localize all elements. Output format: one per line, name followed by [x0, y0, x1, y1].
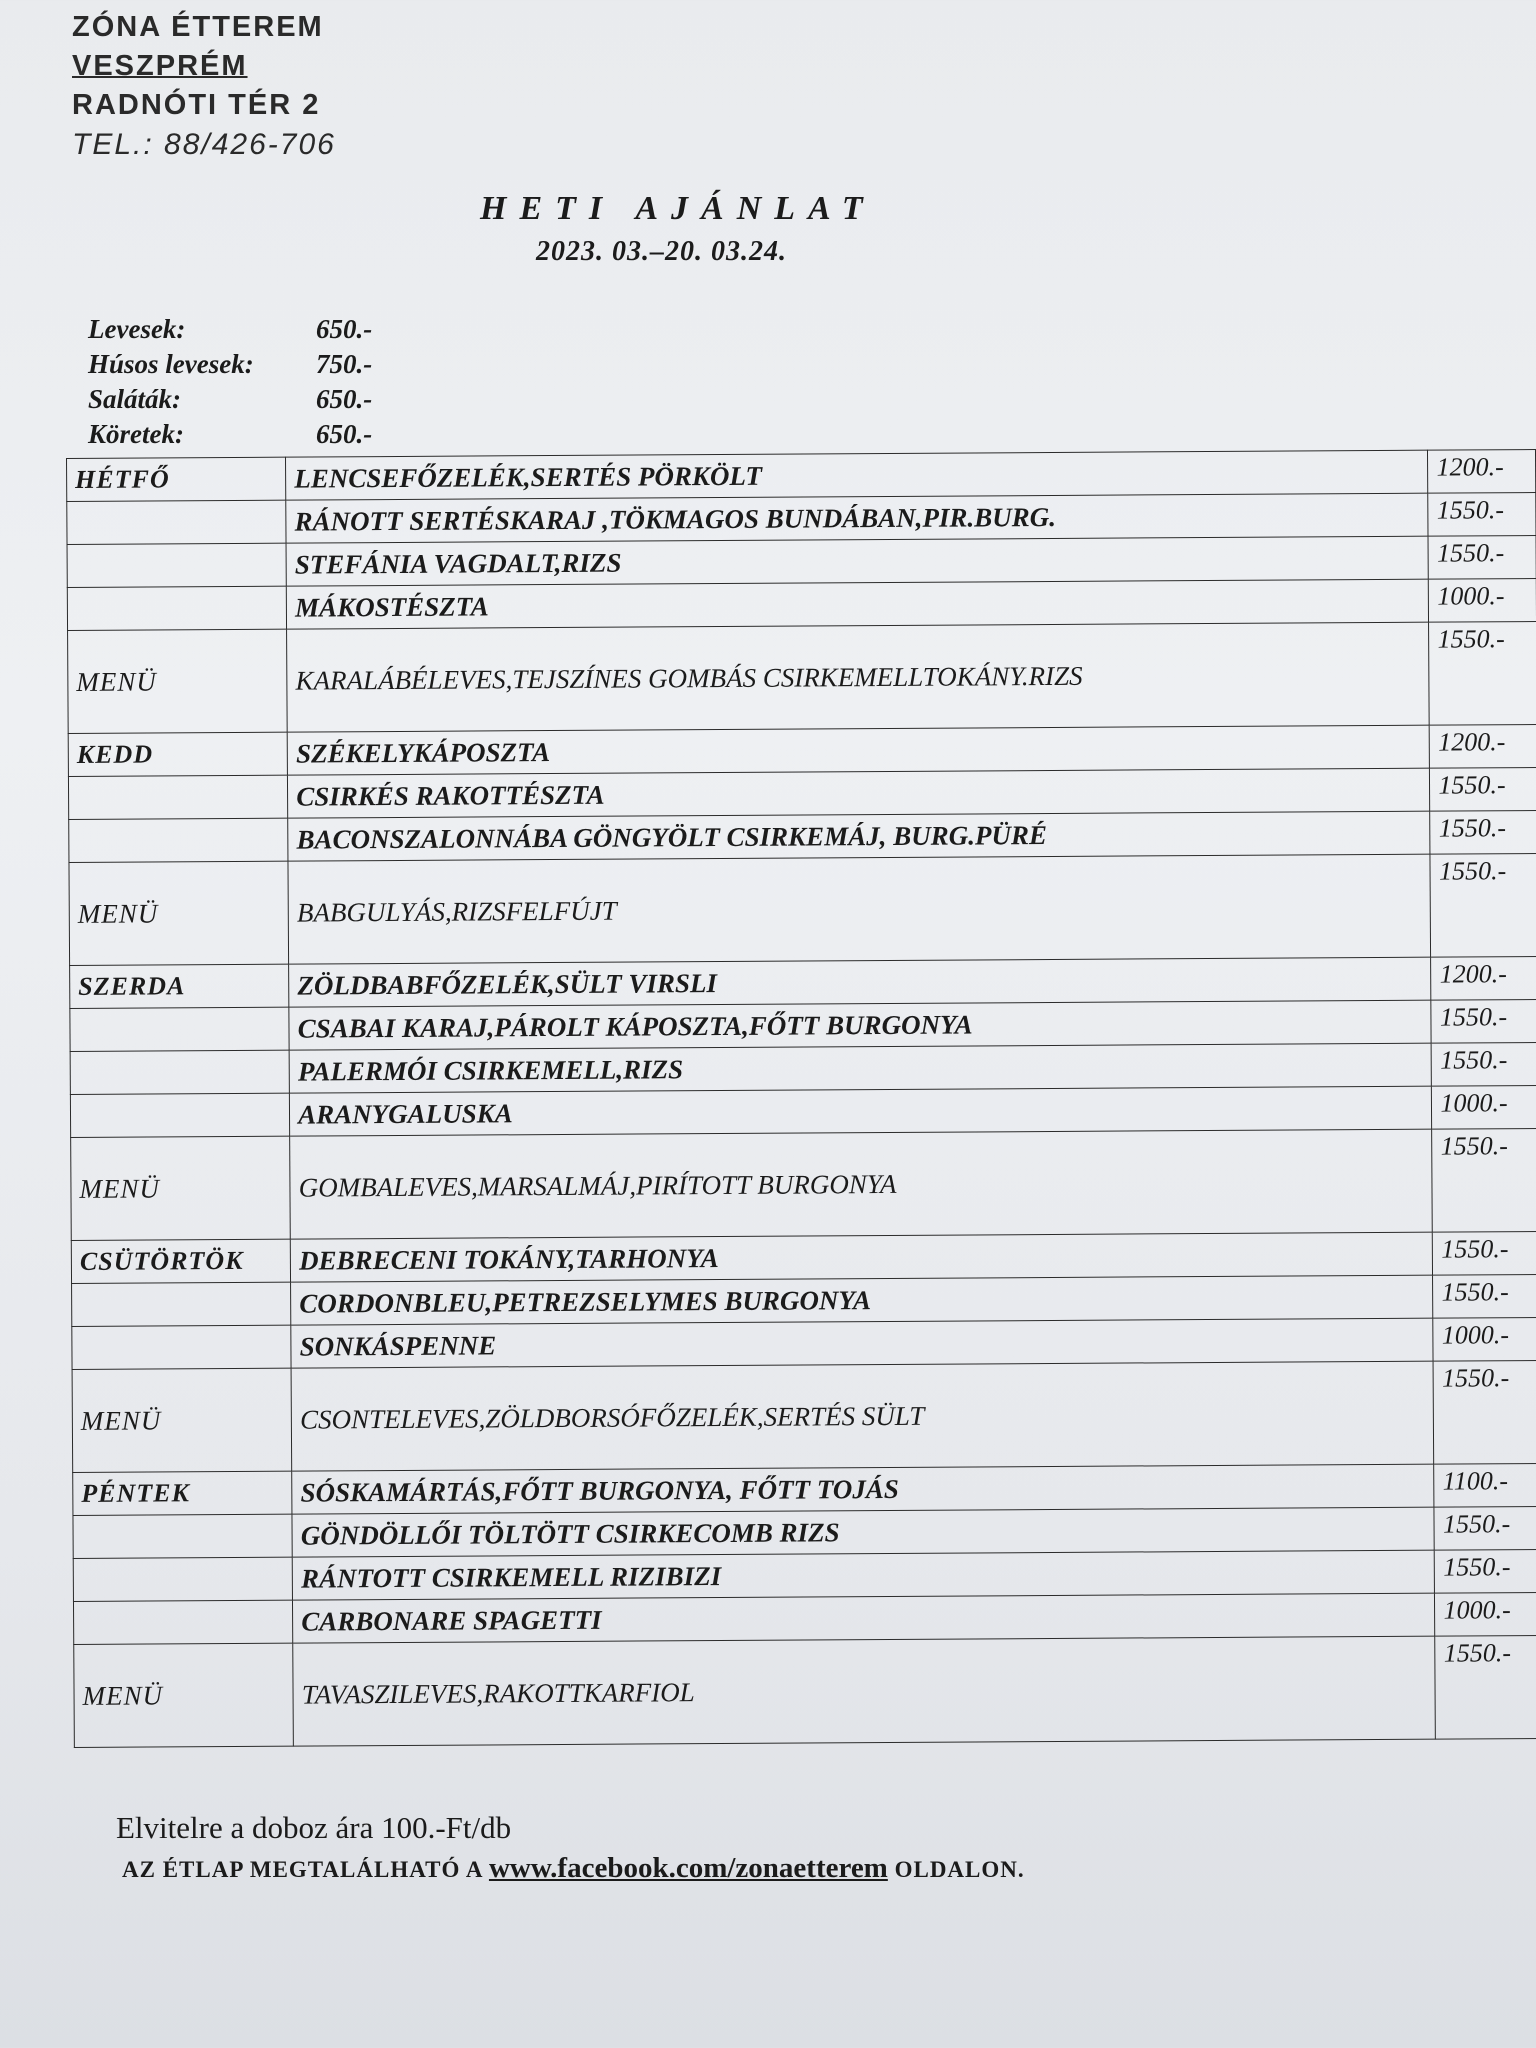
menu-price-cell: 1550.- — [1434, 1361, 1536, 1465]
weekly-menu-table — [66, 449, 1536, 1748]
facebook-note-prefix: AZ ÉTLAP MEGTALÁLHATÓ A — [122, 1857, 483, 1882]
menu-price-cell: 1000.- — [1435, 1593, 1536, 1637]
restaurant-address: RADNÓTI TÉR 2 — [72, 89, 321, 121]
base-price-label: Levesek: — [88, 314, 186, 344]
restaurant-name: ZÓNA ÉTTEREM — [72, 11, 324, 43]
base-price-row — [88, 312, 372, 347]
menu-combo-row — [74, 1636, 1536, 1748]
menu-day-cell: KEDD — [68, 732, 287, 776]
menu-dish-cell: ARANYGALUSKA — [290, 1086, 1433, 1136]
menu-dish-cell: SONKÁSPENNE — [291, 1318, 1434, 1368]
menu-price-cell: 1000.- — [1429, 579, 1536, 623]
menu-day-cell — [72, 1325, 291, 1369]
base-price-value: 650.- — [316, 384, 373, 414]
menu-day-cell — [70, 1093, 289, 1137]
menu-dish-cell: BABGULYÁS,RIZSFELFÚJT — [288, 854, 1431, 964]
menu-combo-row — [71, 1129, 1536, 1241]
menu-dish-cell: BACONSZALONNÁBA GÖNGYÖLT CSIRKEMÁJ, BURG.PÜRÉ — [288, 811, 1431, 861]
menu-day-cell: MENÜ — [71, 1136, 291, 1240]
menu-dish-cell: CSABAI KARAJ,PÁROLT KÁPOSZTA,FŐTT BURGONYA — [289, 1000, 1432, 1050]
menu-day-cell — [73, 1600, 292, 1644]
menu-day-cell — [67, 543, 286, 587]
facebook-link[interactable]: www.facebook.com/zonaetterem — [488, 1852, 888, 1884]
menu-dish-cell: SÓSKAMÁRTÁS,FŐTT BURGONYA, FŐTT TOJÁS — [292, 1464, 1435, 1514]
menu-day-cell — [73, 1557, 292, 1601]
menu-combo-row — [68, 622, 1536, 734]
menu-combo-row — [69, 854, 1536, 966]
menu-dish-cell: RÁNOTT SERTÉSKARAJ ,TÖKMAGOS BUNDÁBAN,PIR.BURG. — [286, 493, 1429, 543]
menu-price-cell: 1550.- — [1430, 811, 1536, 855]
menu-dish-cell: CSIRKÉS RAKOTTÉSZTA — [288, 768, 1431, 818]
menu-combo-row — [72, 1361, 1536, 1473]
weekly-menu-body — [67, 450, 1536, 1748]
facebook-note-suffix: OLDALON. — [894, 1857, 1025, 1882]
menu-price-cell: 1550.- — [1432, 1043, 1536, 1087]
menu-price-cell: 1550.- — [1430, 854, 1536, 958]
menu-day-cell: CSÜTÖRTÖK — [71, 1239, 290, 1283]
menu-day-cell — [73, 1514, 292, 1558]
menu-price-cell: 1200.- — [1431, 957, 1536, 1001]
menu-price-cell: 1550.- — [1433, 1232, 1536, 1276]
base-price-row — [88, 347, 372, 382]
menu-price-cell: 1550.- — [1431, 1000, 1536, 1044]
base-price-label: Húsos levesek: — [88, 349, 254, 379]
menu-dish-cell: TAVASZILEVES,RAKOTTKARFIOL — [293, 1636, 1436, 1746]
menu-dish-cell: MÁKOSTÉSZTA — [286, 579, 1429, 629]
menu-dish-cell: LENCSEFŐZELÉK,SERTÉS PÖRKÖLT — [286, 450, 1429, 500]
menu-price-cell: 1000.- — [1433, 1318, 1536, 1362]
menu-day-cell: MENÜ — [69, 861, 289, 965]
menu-day-cell: HÉTFŐ — [67, 457, 286, 501]
menu-day-cell — [68, 775, 287, 819]
menu-price-cell: 1550.- — [1434, 1507, 1536, 1551]
menu-dish-cell: GOMBALEVES,MARSALMÁJ,PIRÍTOTT BURGONYA — [290, 1129, 1433, 1239]
menu-day-cell — [69, 818, 288, 862]
base-price-value: 650.- — [316, 419, 373, 449]
menu-price-cell: 1550.- — [1432, 1129, 1536, 1233]
menu-price-cell: 1550.- — [1435, 1550, 1536, 1594]
menu-price-cell: 1550.- — [1428, 493, 1536, 537]
menu-price-cell: 1000.- — [1432, 1086, 1536, 1130]
menu-price-cell: 1550.- — [1430, 768, 1536, 812]
menu-day-cell — [70, 1007, 289, 1051]
menu-price-cell: 1550.- — [1428, 536, 1536, 580]
base-price-value: 750.- — [316, 349, 373, 379]
menu-day-cell: MENÜ — [68, 629, 288, 733]
menu-dish-cell: CORDONBLEU,PETREZSELYMES BURGONYA — [291, 1275, 1434, 1325]
menu-price-cell: 1200.- — [1430, 725, 1536, 769]
page-title: HETI AJÁNLAT — [480, 190, 876, 227]
restaurant-phone: TEL.: 88/426-706 — [72, 128, 336, 161]
menu-dish-cell: PALERMÓI CSIRKEMELL,RIZS — [289, 1043, 1432, 1093]
menu-dish-cell: SZÉKELYKÁPOSZTA — [287, 725, 1430, 775]
menu-day-cell — [72, 1282, 291, 1326]
base-price-value: 650.- — [316, 314, 373, 344]
offer-period: 2023. 03.–20. 03.24. — [536, 236, 787, 267]
menu-dish-cell: CSONTELEVES,ZÖLDBORSÓFŐZELÉK,SERTÉS SÜLT — [291, 1361, 1434, 1471]
menu-price-cell: 1550.- — [1433, 1275, 1536, 1319]
menu-day-cell: MENÜ — [74, 1643, 294, 1747]
menu-price-cell: 1100.- — [1434, 1464, 1536, 1508]
menu-dish-cell: RÁNTOTT CSIRKEMELL RIZIBIZI — [292, 1550, 1435, 1600]
menu-price-cell: 1550.- — [1435, 1636, 1536, 1740]
menu-dish-cell: CARBONARE SPAGETTI — [293, 1593, 1436, 1643]
base-price-list — [88, 312, 372, 452]
menu-dish-cell: ZÖLDBABFŐZELÉK,SÜLT VIRSLI — [289, 957, 1432, 1007]
menu-price-cell: 1550.- — [1429, 622, 1536, 726]
menu-price-cell: 1200.- — [1428, 450, 1536, 494]
menu-day-cell: PÉNTEK — [73, 1471, 292, 1515]
base-price-row — [88, 417, 372, 452]
menu-dish-cell: GÖNDÖLLŐI TÖLTÖTT CSIRKECOMB RIZS — [292, 1507, 1435, 1557]
facebook-note — [122, 1852, 1025, 1885]
menu-dish-cell: DEBRECENI TOKÁNY,TARHONYA — [290, 1232, 1433, 1282]
restaurant-header — [72, 8, 336, 164]
base-price-label: Saláták: — [88, 384, 182, 414]
takeaway-note: Elvitelre a doboz ára 100.-Ft/db — [116, 1810, 512, 1845]
menu-day-cell — [67, 586, 286, 630]
restaurant-city: VESZPRÉM — [72, 50, 248, 82]
menu-dish-cell: STEFÁNIA VAGDALT,RIZS — [286, 536, 1429, 586]
base-price-label: Köretek: — [88, 419, 184, 449]
base-price-row — [88, 382, 372, 417]
menu-dish-cell: KARALÁBÉLEVES,TEJSZÍNES GOMBÁS CSIRKEMELLTOKÁNY.RIZS — [287, 622, 1430, 732]
menu-day-cell — [67, 500, 286, 544]
menu-day-cell: SZERDA — [70, 964, 289, 1008]
menu-day-cell — [70, 1050, 289, 1094]
menu-day-cell: MENÜ — [72, 1368, 292, 1472]
